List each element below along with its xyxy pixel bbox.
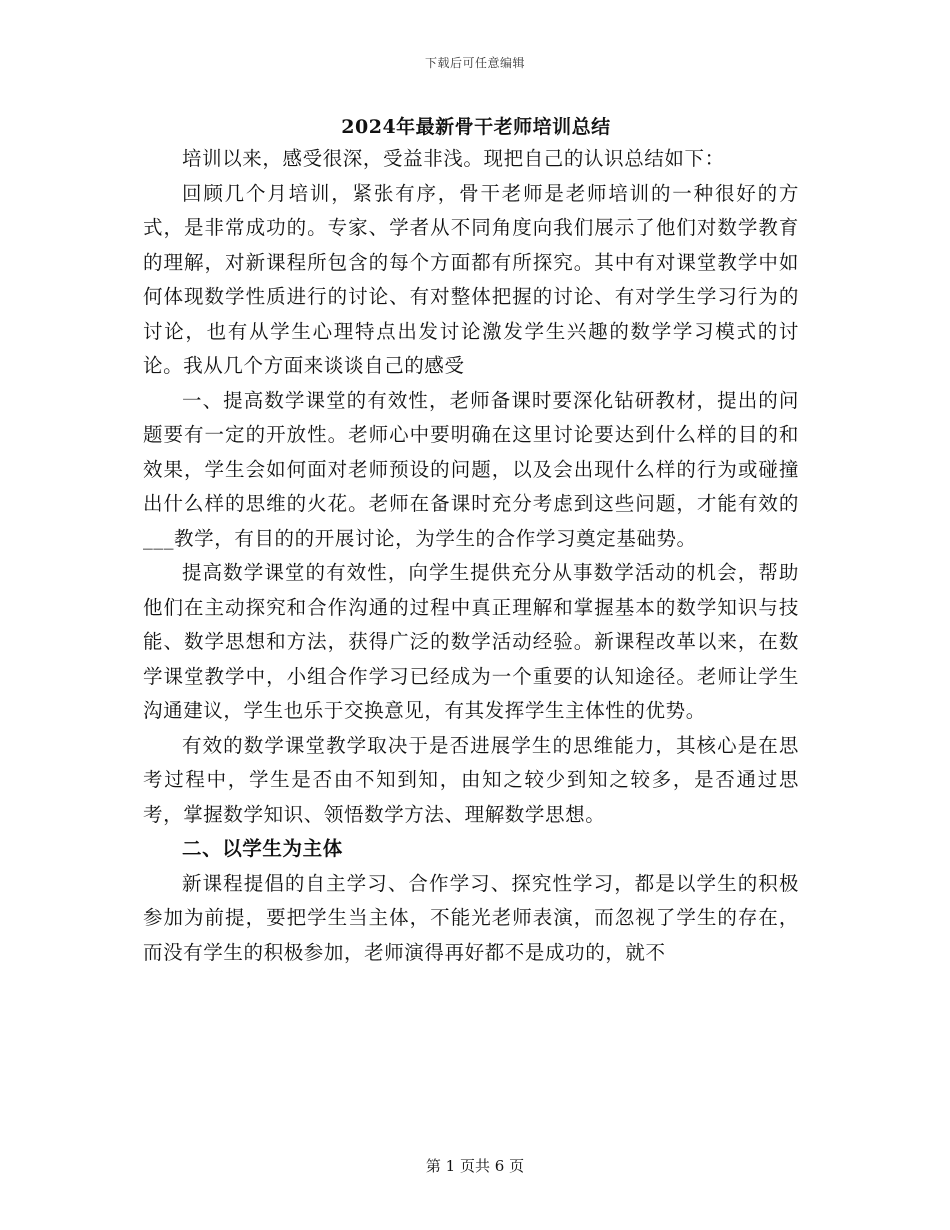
paragraph-point-one: 一、提高数学课堂的有效性，老师备课时要深化钻研教材，提出的问题要有一定的开放性。老师心中要明确在这里讨论要达到什么样的目的和效果，学生会如何面对老师预设的问题，以及会出现什么样的行为或碰撞出什么样的思维的火花。老师在备课时充分考虑到这些问题，才能有效的___教学，有目的的开展讨论，为学生的合作学习奠定基础势。	[143, 388, 799, 550]
paragraph-new-curriculum: 新课程提倡的自主学习、合作学习、探究性学习，都是以学生的积极参加为前提，要把学生当主体，不能光老师表演，而忽视了学生的存在，而没有学生的积极参加，老师演得再好都不是成功的，就不	[143, 871, 799, 964]
page-number-footer: 第 1 页共 6 页	[425, 1157, 525, 1175]
paragraph-thinking: 有效的数学课堂教学取决于是否进展学生的思维能力，其核心是在思考过程中，学生是否由不知到知，由知之较少到知之较多，是否通过思考，掌握数学知识、领悟数学方法、理解数学思想。	[143, 733, 799, 826]
paragraph-intro: 培训以来，感受很深，受益非浅。现把自己的认识总结如下：	[182, 147, 725, 170]
header-note: 下载后可任意编辑	[424, 56, 525, 70]
paragraph-review: 回顾几个月培训，紧张有序，骨干老师是老师培训的一种很好的方式，是非常成功的。专家、学者从不同角度向我们展示了他们对数学教育的理解，对新课程所包含的每个方面都有所探究。其中有对课堂教学中如何体现数学性质进行的讨论、有对整体把握的讨论、有对学生学习行为的讨论，也有从学生心理特点出发讨论激发学生兴趣的数学学习模式的讨论。我从几个方面来谈谈自己的感受	[143, 181, 799, 377]
document-title: 2024年最新骨干老师培训总结	[341, 116, 611, 138]
document-body	[143, 112, 799, 970]
section-heading-student-centered: 二、以学生为主体	[182, 837, 343, 860]
paragraph-effectiveness: 提高数学课堂的有效性，向学生提供充分从事数学活动的机会，帮助他们在主动探究和合作沟通的过程中真正理解和掌握基本的数学知识与技能、数学思想和方法，获得广泛的数学活动经验。新课程改革以来，在数学课堂教学中，小组合作学习已经成为一个重要的认知途径。老师让学生沟通建议，学生也乐于交换意见，有其发挥学生主体性的优势。	[143, 561, 799, 722]
